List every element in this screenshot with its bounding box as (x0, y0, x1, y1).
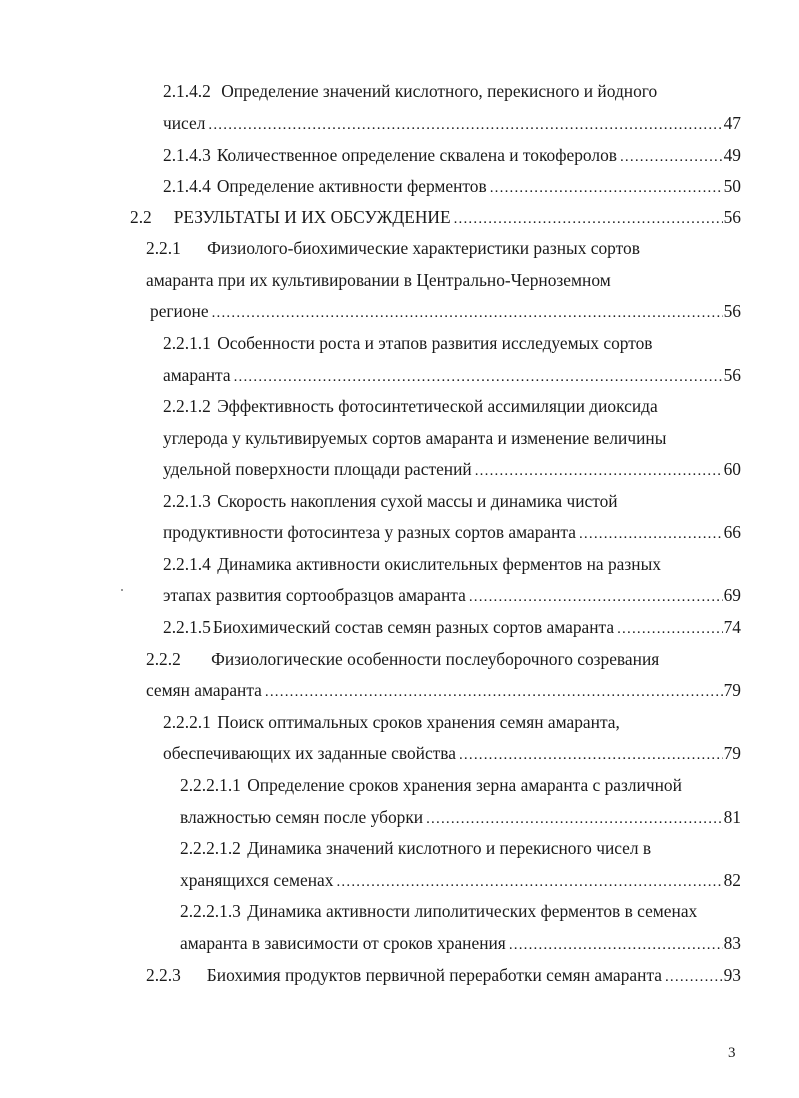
toc-leader (234, 363, 723, 391)
toc-text: этапах развития сортообразцов амаранта (163, 585, 466, 605)
toc-number: 2.2.3 (146, 965, 181, 985)
toc-page: 83 (723, 933, 741, 953)
toc-text: Поиск оптимальных сроков хранения семян амаранта, (217, 712, 620, 732)
toc-number: 2.2.2.1.2 (180, 838, 241, 858)
toc-text: амаранта (163, 365, 231, 385)
toc-entry-line (163, 109, 741, 137)
toc-number: 2.2.1 (146, 238, 181, 258)
toc-number: 2.1.4.2 (163, 81, 211, 101)
toc-leader (265, 678, 723, 706)
toc-leader (509, 931, 723, 959)
toc-number: 2.2.1.3 (163, 491, 211, 511)
toc-text: Физиолого-биохимические характеристики разных сортов (207, 238, 640, 258)
toc-entry-line (180, 803, 741, 831)
toc-text: Эффективность фотосинтетической ассимиляции диоксида (217, 396, 658, 416)
toc-text: Количественное определение сквалена и токоферолов (216, 145, 617, 165)
toc-page: 60 (723, 459, 741, 479)
toc-text: РЕЗУЛЬТАТЫ И ИХ ОБСУЖДЕНИЕ (173, 207, 451, 227)
toc-leader (469, 583, 723, 611)
toc-entry-2-2-1-2 (163, 392, 658, 420)
toc-entry-2-2-2-1-3 (180, 897, 697, 925)
toc-entry-line (163, 424, 666, 452)
toc-text: Динамика значений кислотного и перекисного чисел в (247, 838, 652, 858)
toc-entry-2-2 (130, 203, 741, 231)
page-number: 3 (728, 1045, 736, 1061)
toc-number: 2.2 (130, 207, 152, 227)
toc-entry-2-2-2-1-2 (180, 834, 651, 862)
toc-text: продуктивности фотосинтеза у разных сортов амаранта (163, 522, 576, 542)
toc-text: Динамика активности окислительных ферментов на разных (217, 554, 661, 574)
toc-leader (620, 143, 723, 171)
toc-text: Определение активности ферментов (216, 176, 487, 196)
toc-leader (475, 457, 723, 485)
toc-number: 2.1.4.3 (163, 145, 211, 165)
toc-text: Биохимия продуктов первичной переработки семян амаранта (206, 965, 662, 985)
toc-entry-2-2-2-1 (163, 708, 620, 736)
toc-entry-2-1-4-3 (163, 141, 741, 169)
toc-page: 69 (723, 585, 741, 605)
toc-entry-line (163, 739, 741, 767)
toc-number: 2.2.1.4 (163, 554, 211, 574)
toc-page: 56 (723, 301, 741, 321)
toc-text: Динамика активности липолитических ферментов в семенах (247, 901, 698, 921)
toc-page: 82 (723, 870, 741, 890)
toc-page: 47 (723, 113, 741, 133)
toc-entry-line (163, 455, 741, 483)
toc-leader (426, 805, 723, 833)
toc-leader (212, 299, 723, 327)
toc-page: 56 (723, 365, 741, 385)
toc-entry-2-2-3 (146, 961, 741, 989)
toc-text: амаранта при их культивировании в Центрально-Черноземном (146, 270, 611, 290)
toc-entry-2-2-1-5 (163, 613, 741, 641)
toc-number: 2.2.1.1 (163, 333, 211, 353)
toc-page: 79 (723, 680, 741, 700)
toc-entry-2-2-1-3 (163, 487, 618, 515)
toc-text: чисел (163, 113, 206, 133)
toc-entry-line (180, 929, 741, 957)
toc-text: семян амаранта (146, 680, 262, 700)
toc-entry-line (163, 518, 741, 546)
toc-leader (336, 868, 722, 896)
toc-leader (459, 741, 723, 769)
toc-entry-2-1-4-4 (163, 172, 741, 200)
toc-text: обеспечивающих их заданные свойства (163, 743, 456, 763)
toc-page: 56 (723, 207, 741, 227)
toc-page: 74 (723, 617, 741, 637)
toc-text: хранящихся семенах (180, 870, 334, 890)
toc-number: 2.2.2.1.3 (180, 901, 241, 921)
toc-leader (579, 520, 723, 548)
toc-entry-line (146, 266, 611, 294)
toc-entry-line (163, 581, 741, 609)
toc-page: 81 (723, 807, 741, 827)
toc-entry-line (180, 866, 741, 894)
toc-text: регионе (150, 301, 209, 321)
toc-page: 79 (723, 743, 741, 763)
toc-entry-2-2-1-1 (163, 329, 653, 357)
toc-leader (208, 111, 722, 139)
toc-number: 2.2.2 (146, 649, 181, 669)
toc-page: 93 (723, 965, 741, 985)
toc-entry-line (150, 297, 741, 325)
toc-text: удельной поверхности площади растений (163, 459, 472, 479)
toc-leader (454, 205, 723, 233)
toc-page: 50 (723, 176, 741, 196)
toc-entry-2-2-1-4 (163, 550, 661, 578)
toc-entry-line (146, 676, 741, 704)
toc-leader (665, 963, 723, 991)
toc-text: Определение значений кислотного, перекисного и йодного (221, 81, 658, 101)
toc-leader (617, 615, 723, 643)
toc-entry-2-2-2-1-1 (180, 771, 682, 799)
toc-entry-line (163, 361, 741, 389)
toc-number: 2.2.1.2 (163, 396, 211, 416)
toc-text: Особенности роста и этапов развития исследуемых сортов (217, 333, 653, 353)
toc-number: 2.1.4.4 (163, 176, 211, 196)
toc-text: Физиологические особенности послеуборочного созревания (211, 649, 660, 669)
toc-number: 2.2.1.5 (163, 617, 211, 637)
toc-entry-2-2-2 (146, 645, 659, 673)
toc-entry-2-2-1 (146, 234, 640, 262)
toc-page: 66 (723, 522, 741, 542)
toc-text: амаранта в зависимости от сроков хранения (180, 933, 506, 953)
toc-entry-2-1-4-2 (163, 77, 657, 105)
toc-text: Биохимический состав семян разных сортов амаранта (212, 617, 615, 637)
scan-speck (121, 589, 123, 591)
toc-text: Определение сроков хранения зерна амаранта с различной (247, 775, 682, 795)
toc-text: Скорость накопления сухой массы и динамика чистой (217, 491, 618, 511)
toc-leader (490, 174, 723, 202)
toc-number: 2.2.2.1.1 (180, 775, 241, 795)
toc-text: углерода у культивируемых сортов амаранта и изменение величины (163, 428, 667, 448)
toc-number: 2.2.2.1 (163, 712, 211, 732)
toc-page: 49 (723, 145, 741, 165)
toc-text: влажностью семян после уборки (180, 807, 424, 827)
